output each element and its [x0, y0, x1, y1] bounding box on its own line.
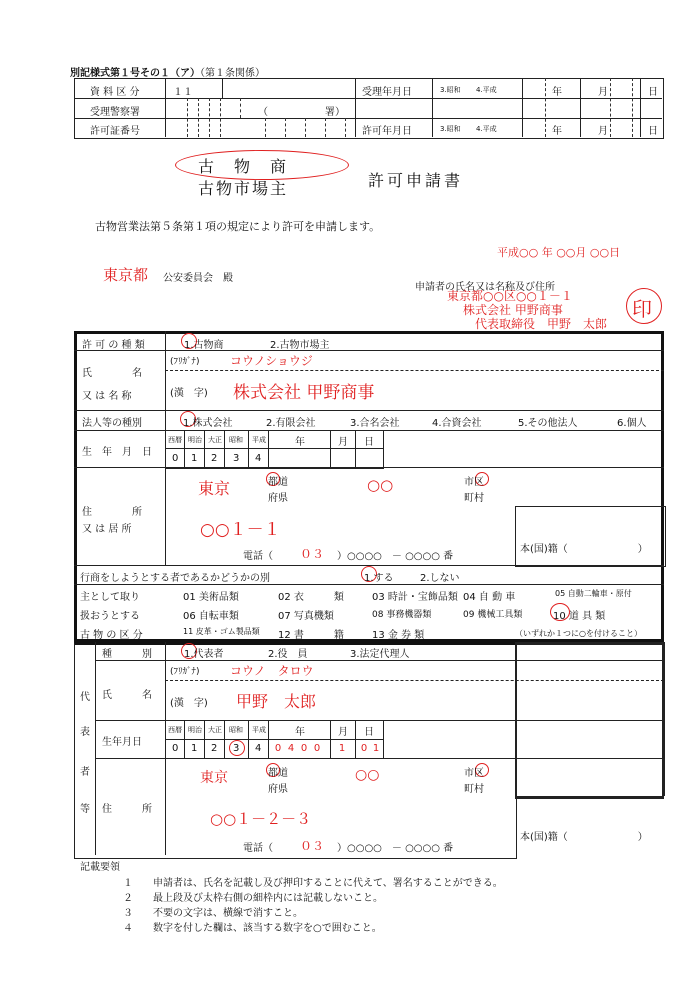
- address-label: 住 所: [82, 507, 142, 518]
- birth-label: 生 年 月 日: [82, 447, 152, 458]
- police-label: 受理警察署: [90, 107, 140, 118]
- applicant-label: 申請者の氏名又は名称及び住所: [415, 282, 555, 293]
- rep-kana-value: コウノ タロウ: [230, 664, 314, 678]
- doc-class-label: 資 料 区 分: [90, 87, 140, 98]
- permit-date-label: 許可年月日: [362, 126, 412, 137]
- rep-street-value: ○○１－２－３: [210, 810, 312, 828]
- addressee-suffix: 公安委員会 殿: [163, 273, 233, 284]
- type-opt-market: 2.古物市場主: [270, 340, 330, 351]
- note-item: ４ 数字を付した欄は、該当する数字を○で囲むこと。: [123, 923, 382, 934]
- rep-type-label: 種 別: [102, 649, 152, 660]
- notes-title: 記載要領: [80, 862, 120, 873]
- addressee-prefecture: 東京都: [103, 266, 149, 284]
- gyosho-label: 行商をしようとする者であるかどうかの別: [80, 573, 270, 584]
- phone-label: 電話（: [243, 551, 273, 562]
- rep-city-value: ○○: [355, 767, 380, 783]
- applicant-representative: 代表取締役 甲野 太郎: [475, 317, 608, 331]
- pref-value: 東京: [198, 479, 231, 498]
- intro-text: 古物営業法第５条第１項の規定により許可を申請します。: [95, 220, 381, 233]
- title-suffix: 許可申請書: [368, 171, 464, 190]
- kanji-value: 株式会社 甲野商事: [233, 383, 375, 403]
- type-opt-kobutsusho: 1.古物商: [184, 340, 224, 351]
- kana-value: コウノショウジ: [230, 354, 313, 368]
- phone-rest: ）○○○○ － ○○○○ 番: [337, 551, 454, 562]
- rep-birth-label: 生年月日: [102, 737, 142, 748]
- rep-kanji-value: 甲野 太郎: [236, 692, 317, 711]
- kana-label: (ﾌﾘｶﾞﾅ): [170, 357, 200, 367]
- note-item: ３ 不要の文字は、横線で消すこと。: [123, 908, 303, 919]
- city-value: ○○: [367, 476, 394, 494]
- permit-type-label: 許 可 の 種 類: [82, 340, 145, 351]
- note-item: ２ 最上段及び太枠右側の細枠内には記載しないこと。: [123, 893, 383, 904]
- name-label: 氏 名: [82, 368, 142, 379]
- title-line1: 古 物 商: [198, 157, 289, 176]
- goods-label: 主として取り: [80, 592, 140, 603]
- title-line2: 古物市場主: [198, 179, 289, 198]
- honseki-label: 本(国)籍（ ）: [520, 544, 648, 555]
- rep-name-label: 氏 名: [102, 690, 152, 701]
- doc-class-value: １１: [173, 87, 193, 98]
- receipt-date-label: 受理年月日: [362, 87, 412, 98]
- corp-type-label: 法人等の種別: [82, 418, 142, 429]
- note-item: １ 申請者は、氏名を記載し及び押印することに代えて、署名することができる。: [123, 878, 503, 889]
- application-date: 平成○○ 年 ○○月 ○○日: [497, 246, 621, 259]
- form-title: 別記様式第１号その１（ア）（第１条関係）: [70, 68, 265, 79]
- applicant-company: 株式会社 甲野商事: [463, 303, 563, 317]
- rep-side-label: 代: [80, 692, 90, 703]
- phone-area: ０３: [300, 547, 325, 561]
- permit-no-label: 許可証番号: [90, 126, 140, 137]
- seal-char: 印: [632, 297, 652, 321]
- kanji-label: (漢 字): [170, 388, 208, 399]
- rep-address-label: 住 所: [102, 804, 152, 815]
- street-value: ○○１－１: [200, 520, 281, 540]
- applicant-address: 東京都○○区○○１－１: [447, 289, 573, 303]
